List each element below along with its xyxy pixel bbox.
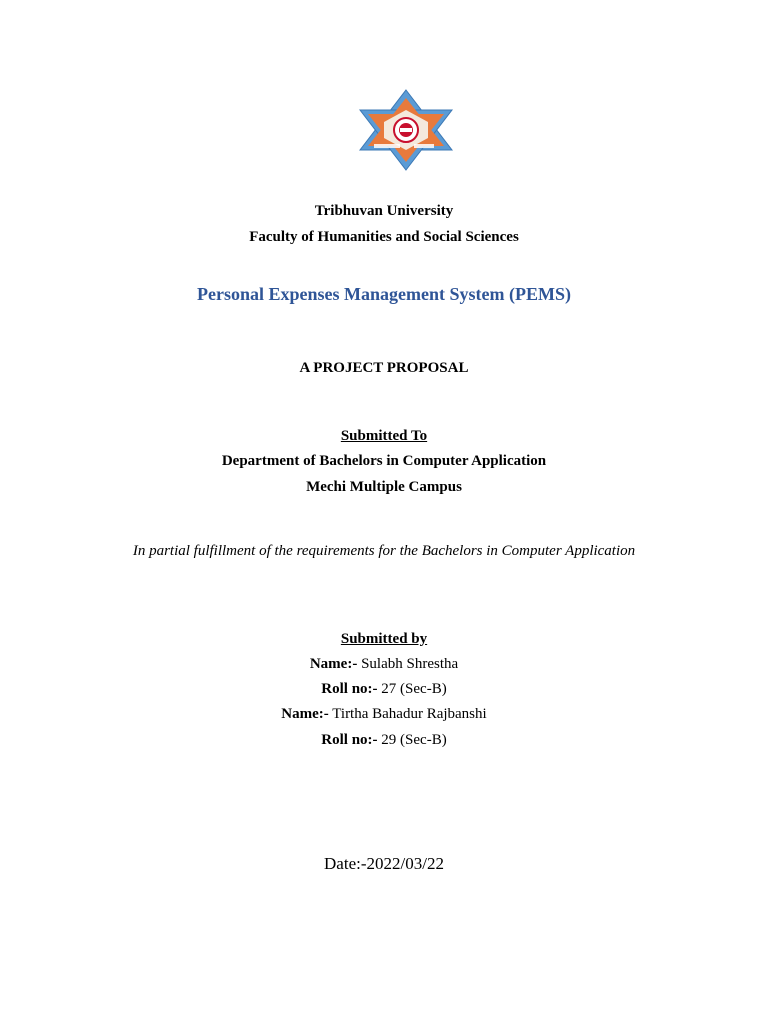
tribhuvan-university-emblem-icon: [356, 88, 456, 172]
student-name-2: [0, 707, 768, 722]
department-name: Department of Bachelors in Computer Application: [221, 453, 547, 469]
fulfillment-note: In partial fulfillment of the requirements for the Bachelors in Computer Application: [132, 543, 636, 559]
name-value: Tirtha Bahadur Rajbanshi: [328, 706, 487, 722]
roll-label: Roll no:-: [321, 681, 378, 697]
student-roll-2: [0, 733, 768, 748]
submission-date: Date:-2022/03/22: [324, 854, 444, 873]
project-title: Personal Expenses Management System (PEMS): [197, 284, 571, 304]
submitted-by-heading: [0, 632, 768, 647]
name-label: Name:-: [281, 706, 329, 722]
name-value: Sulabh Shrestha: [357, 656, 459, 672]
university-name: Tribhuvan University: [314, 203, 454, 219]
roll-value: 29 (Sec-B): [377, 732, 447, 748]
submitted-to-heading: [0, 429, 768, 444]
name-label: Name:-: [309, 656, 358, 672]
roll-value: 27 (Sec-B): [377, 681, 447, 697]
faculty-name: Faculty of Humanities and Social Sciences: [249, 229, 519, 245]
roll-label: Roll no:-: [321, 732, 378, 748]
submitted-to-heading-text: Submitted To: [340, 428, 428, 444]
student-name-1: [0, 657, 768, 672]
campus-name: Mechi Multiple Campus: [306, 479, 462, 495]
proposal-type: A PROJECT PROPOSAL: [299, 360, 469, 376]
submitted-by-heading-text: Submitted by: [340, 631, 428, 647]
student-roll-1: [0, 682, 768, 697]
